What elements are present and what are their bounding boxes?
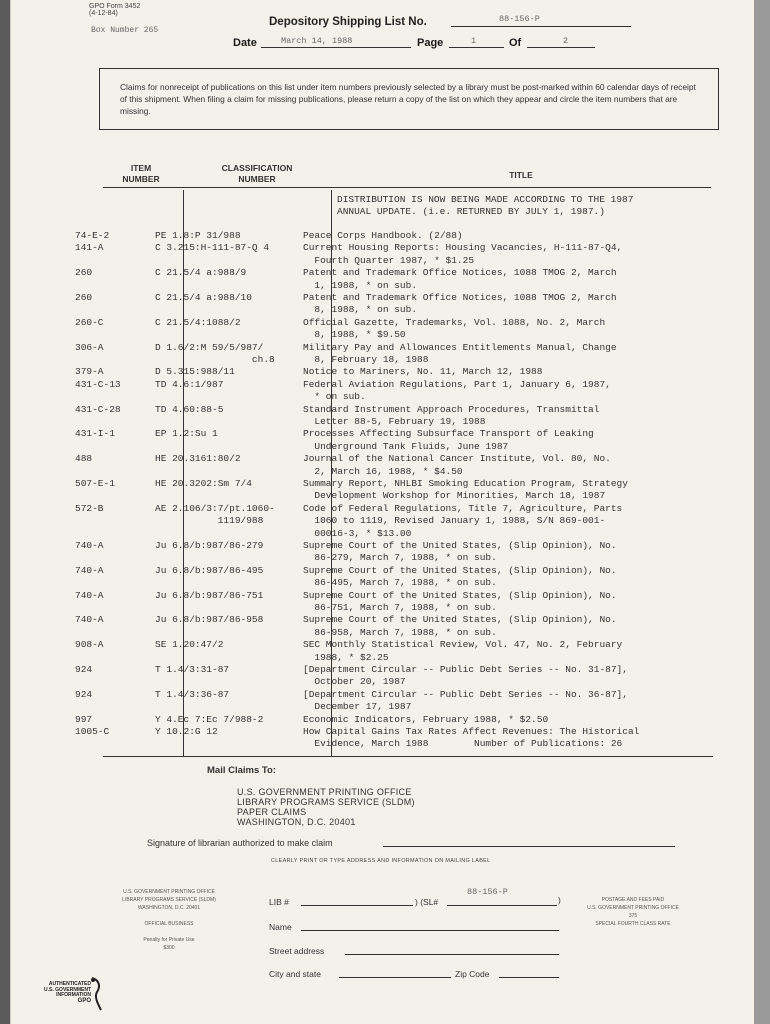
table-row [0,490,677,501]
of-value: 2 [563,36,569,46]
publication-title: 86-958, March 7, 1988, * on sub. [303,626,497,638]
list-number: 88-156-P [499,14,540,24]
table-row [0,416,677,427]
publication-title: Summary Report, NHLBI Smoking Education Program, Strategy [303,478,628,489]
publication-title: 86-495, March 7, 1988, * on sub. [303,577,497,589]
item-number: 431-C-28 [75,403,121,415]
publication-title: Supreme Court of the United States, (Slip Opinion), No. [303,564,617,576]
classification-number: SE 1.20:47/2 [155,639,224,651]
publication-title: 8, 1988, * $9.50 [303,329,406,341]
publication-title: 86-751, March 7, 1988, * on sub. [303,602,497,613]
table-row [0,366,677,377]
table-row [0,230,677,241]
print-note: CLEARLY PRINT OR TYPE ADDRESS AND INFORMATION ON MAILING LABEL [271,858,491,864]
sl-value: 88-156-P [467,887,508,897]
classification-number: D 1.6/2:M 59/5/987/ [155,341,264,353]
table-bottom-rule [103,756,713,757]
label-return-address [109,888,229,952]
label-left-line8: $300 [163,945,175,951]
logo-line4: GPO [77,997,91,1004]
postage-indicia [573,896,693,928]
publication-title: 1, 1988, * on sub. [303,279,418,291]
classification-number: AE 2.106/3:7/pt.1060- [155,502,275,514]
label-left-line7: Penalty for Private Use [143,937,195,943]
table-row [0,726,677,737]
table-row [0,280,677,291]
of-label: Of [509,37,522,49]
title-header: TITLE [509,170,533,180]
mail-address-line1: U.S. GOVERNMENT PRINTING OFFICE [237,787,412,797]
label-left-line6 [109,928,229,936]
label-left-line3: WASHINGTON, D.C. 20401 [137,905,201,911]
claims-notice-text: Claims for nonreceipt of publications on this list under item numbers previously selected by a library must be post-marked within 60 calendar days of receipt of this shipment. When filing a claim for missing publications, please return a copy of the list on which they appear and circle the item numbers that are missing. [120,82,696,116]
list-number-line [451,26,631,27]
table-row [0,428,677,439]
table-row [0,540,677,551]
logo-line1: AUTHENTICATED [48,981,91,987]
classification-number: C 3.215:H-111-87-Q 4 [155,242,270,254]
city-field[interactable] [339,977,451,978]
table-row [0,639,677,650]
publication-title: Supreme Court of the United States, (Slip Opinion), No. [303,614,617,626]
publication-title: 1988, * $2.25 [303,651,389,663]
classification-number: ch.8 [155,354,275,365]
lib-label: LIB # [269,897,289,907]
classification-number: C 21.5/4 a:988/10 [155,292,252,303]
page-label: Page [417,37,444,49]
mail-address-line2: LIBRARY PROGRAMS SERVICE (SLDM) [237,797,415,807]
publication-title: [Department Circular -- Public Debt Series -- No. 31-87], [303,664,628,675]
table-top-rule [103,187,711,188]
mail-address [237,787,415,827]
sl-label: ) (SL# [415,897,439,907]
item-number: 740-A [75,564,104,576]
publication-title: * on sub. [303,391,366,403]
table-row [0,652,677,663]
item-number: 260 [75,267,93,279]
table-row [0,565,677,576]
table-row [0,242,677,253]
table-row [0,503,677,514]
label-left-line4 [109,912,229,920]
box-number: Box Number 265 [91,26,159,35]
class-header-line1: CLASSIFICATION [221,163,293,173]
table-row [0,354,677,365]
signature-line[interactable] [383,846,675,847]
table-row [0,515,677,526]
publication-title: 8, 1988, * on sub. [303,304,418,316]
item-number: 997 [75,713,93,725]
table-row [0,528,677,539]
table-row [0,664,677,675]
mail-address-line3: PAPER CLAIMS [237,807,307,817]
item-number: 141-A [75,242,104,254]
date-label: Date [233,37,257,49]
table-row [0,342,677,353]
name-label: Name [269,922,292,932]
date-value: March 14, 1988 [281,36,353,46]
item-number: 431-C-13 [75,378,121,390]
table-row [0,689,677,700]
logo-line3: INFORMATION [56,992,91,998]
publication-title: Military Pay and Allowances Entitlements Manual, Change [303,341,617,353]
class-header-line2: NUMBER [238,174,276,184]
lib-field[interactable] [301,905,413,906]
publication-title: Code of Federal Regulations, Title 7, Agriculture, Parts [303,502,623,514]
classification-number: Ju 6.8/b:987/86-279 [155,540,264,551]
publication-title: How Capital Gains Tax Rates Affect Revenues: The Historical [303,726,640,737]
item-number: 740-A [75,589,104,601]
publication-title: Supreme Court of the United States, (Slip Opinion), No. [303,589,617,601]
table-row [0,391,677,402]
item-number: 924 [75,664,93,675]
publication-title: Underground Tank Fluids, June 1987 [303,440,509,452]
gpo-logo [31,976,101,1016]
table-row [0,738,677,749]
classification-number: T 1.4/3:36-87 [155,688,230,700]
classification-number: PE 1.8:P 31/988 [155,230,241,241]
table-row [0,714,677,725]
claims-notice-box [99,68,719,130]
table-row [0,577,677,588]
item-number: 306-A [75,341,104,353]
gpo-logo-text [35,982,91,1004]
table-row [0,379,677,390]
table-row [0,329,677,340]
classification-number: Y 10.2:G 12 [155,726,218,737]
publication-title: Evidence, March 1988 Number of Publications: 26 [303,738,623,750]
mail-address-line4: WASHINGTON, D.C. 20401 [237,817,356,827]
item-header-line1: ITEM [130,163,152,173]
label-left-line2: LIBRARY PROGRAMS SERVICE (SLDM) [122,897,216,903]
street-field[interactable] [345,954,559,955]
table-row [0,590,677,601]
classification-number: Ju 6.8/b:987/86-751 [155,589,264,601]
item-number: 924 [75,688,93,700]
sl-close-paren: ) [558,895,561,905]
publication-title: Economic Indicators, February 1988, * $2.50 [303,713,549,725]
distribution-note [337,194,633,218]
publication-title: 2, March 16, 1988, * $4.50 [303,465,463,477]
postage-line4: SPECIAL FOURTH CLASS RATE [595,921,671,927]
mail-claims-heading: Mail Claims To: [207,765,276,776]
table-row [0,466,677,477]
publication-title: October 20, 1987 [303,676,406,688]
classification-number: Ju 6.8/b:987/86-495 [155,564,264,576]
distribution-note-line1: DISTRIBUTION IS NOW BEING MADE ACCORDING TO THE 1987 [337,194,634,205]
publication-title: 86-279, March 7, 1988, * on sub. [303,552,497,564]
eagle-icon [89,976,103,1012]
item-number: 379-A [75,366,104,378]
table-row [0,614,677,625]
form-number: GPO Form 3452 [89,3,141,10]
item-number: 572-B [75,502,104,514]
table-row [0,478,677,489]
label-left-line1: U.S. GOVERNMENT PRINTING OFFICE [123,889,215,895]
publication-title: Federal Aviation Regulations, Part 1, January 6, 1987, [303,378,611,390]
sl-field[interactable] [447,905,557,906]
table-row [0,317,677,328]
table-row [0,701,677,712]
classification-number: Y 4.Ec 7:Ec 7/988-2 [155,713,264,725]
publication-title: Fourth Quarter 1987, * $1.25 [303,254,475,266]
postage-line2: U.S. GOVERNMENT PRINTING OFFICE [587,905,679,911]
item-header-line2: NUMBER [122,174,160,184]
item-number: 260 [75,292,93,303]
item-number: 740-A [75,614,104,626]
publication-title: Patent and Trademark Office Notices, 1088 TMOG 2, March [303,292,617,303]
table-row [0,292,677,303]
item-number: 908-A [75,639,104,651]
table-row [0,627,677,638]
publication-title: Development Workshop for Minorities, March 18, 1987 [303,490,606,502]
signature-label: Signature of librarian authorized to make claim [147,838,333,848]
publication-title: Notice to Mariners, No. 11, March 12, 1988 [303,366,543,378]
zip-field[interactable] [499,977,559,978]
publication-title: Current Housing Reports: Housing Vacancies, H-111-87-Q4, [303,242,623,254]
item-number: 740-A [75,540,104,551]
classification-number: C 21.5/4 a:988/9 [155,267,247,279]
classification-number: T 1.4/3:31-87 [155,664,230,675]
classification-number: 1119/988 [155,515,264,527]
publication-title: [Department Circular -- Public Debt Series -- No. 36-87], [303,688,628,700]
page-edge [754,0,770,1024]
publication-title: Peace Corps Handbook. (2/88) [303,230,463,241]
item-number: 260-C [75,316,104,328]
table-row [0,453,677,464]
publication-title: Patent and Trademark Office Notices, 1088 TMOG 2, March [303,267,617,279]
item-number: 507-E-1 [75,478,115,489]
name-field[interactable] [301,930,559,931]
classification-number: TD 4.60:88-5 [155,403,224,415]
classification-number: C 21.5/4:1088/2 [155,316,241,328]
classification-number: Ju 6.8/b:987/86-958 [155,614,264,626]
item-number: 74-E-2 [75,230,110,241]
table-row [0,255,677,266]
table-row [0,267,677,278]
table-row [0,304,677,315]
label-left-line5: OFFICIAL BUSINESS [144,921,194,927]
postage-line1: POSTAGE AND FEES PAID [601,897,665,903]
distribution-note-line2: ANNUAL UPDATE. (i.e. RETURNED BY JULY 1, 1987.) [337,206,605,217]
classification-number: D 5.315:988/11 [155,366,235,378]
date-line [261,47,411,48]
item-number: 488 [75,453,93,465]
item-number: 431-I-1 [75,428,115,440]
classification-number: EP 1.2:Su 1 [155,428,218,440]
publication-title: Supreme Court of the United States, (Slip Opinion), No. [303,540,617,551]
publication-title: 1060 to 1119, Revised January 1, 1988, S/N 869-001- [303,515,606,527]
postage-line3: 375 [628,913,638,919]
publication-title: Official Gazette, Trademarks, Vol. 1088, No. 2, March [303,316,606,328]
list-title: Depository Shipping List No. [269,16,427,28]
street-label: Street address [269,946,325,956]
publication-title: Standard Instrument Approach Procedures, Transmittal [303,403,600,415]
publication-title: Journal of the National Cancer Institute, Vol. 80, No. [303,453,611,465]
page-line [449,47,504,48]
publication-title: 8, February 18, 1988 [303,354,429,365]
page-value: 1 [471,36,477,46]
form-date: (4-12-84) [89,10,118,17]
item-number-header [103,163,179,185]
classification-number: TD 4.6:1/987 [155,378,224,390]
table-row [0,404,677,415]
table-row [0,441,677,452]
classification-number: HE 20.3161:80/2 [155,453,241,465]
document-sheet [10,0,756,1024]
of-line [527,47,595,48]
logo-line2: U.S. GOVERNMENT [44,986,91,993]
publication-title: Processes Affecting Subsurface Transport of Leaking [303,428,594,440]
publication-title: 00016-3, * $13.00 [303,527,412,539]
city-label: City and state [269,969,321,979]
table-row [0,602,677,613]
table-row [0,676,677,687]
item-number: 1005-C [75,726,110,737]
table-row [0,552,677,563]
classification-number-header [197,163,317,185]
publication-title: December 17, 1987 [303,701,412,713]
publication-title: SEC Monthly Statistical Review, Vol. 47, No. 2, February [303,639,623,651]
publication-title: Letter 88-5, February 19, 1988 [303,416,486,427]
zip-label: Zip Code [455,969,490,979]
classification-number: HE 20.3202:Sm 7/4 [155,478,252,489]
